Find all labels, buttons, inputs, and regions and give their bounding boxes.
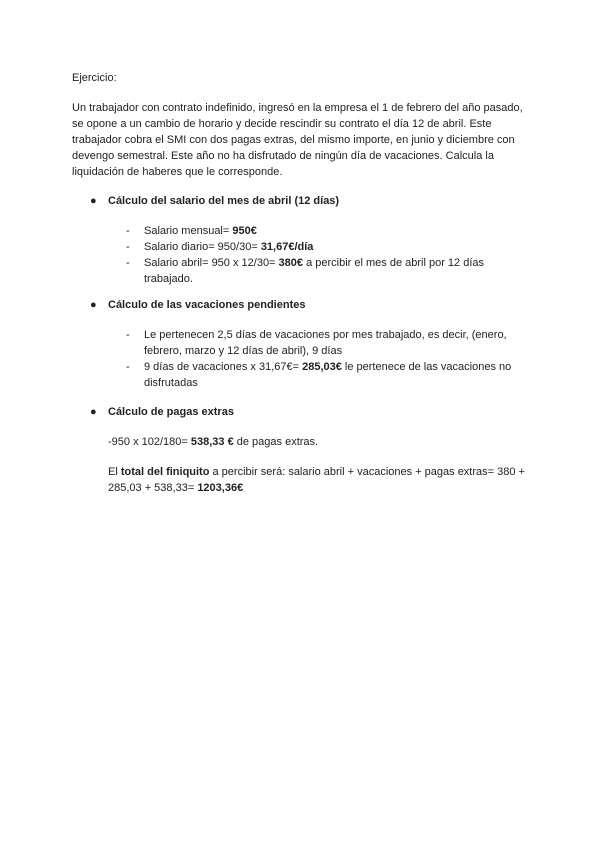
vacation-list <box>72 327 532 391</box>
section-salary <box>72 193 532 287</box>
section-vacation-title: ● Cálculo de las vacaciones pendientes <box>90 299 306 311</box>
dash-icon: - <box>126 225 130 237</box>
extra-pay-calculation: -950 x 102/180= 538,33 € de pagas extras. <box>108 436 319 448</box>
list-item: - Salario abril= 950 x 12/30= 380€ a percibir el mes de abril por 12 días trabajado. <box>126 257 485 285</box>
section-extra-pay <box>72 404 532 496</box>
list-item: - Salario mensual= 950€ <box>126 225 257 237</box>
dash-icon: - <box>126 329 130 341</box>
bullet-icon: ● <box>90 299 97 311</box>
dash-icon: - <box>126 241 130 253</box>
bullet-icon: ● <box>90 406 97 418</box>
list-item: - 9 días de vacaciones x 31,67€= 285,03€ le pertenece de las vacaciones no disfrutadas <box>126 361 512 389</box>
section-extra-pay-title: ● Cálculo de pagas extras <box>90 406 234 418</box>
exercise-heading: Ejercicio: <box>72 72 117 84</box>
settlement-total: El total del finiquito a percibir será: salario abril + vacaciones + pagas extras= 380 + 285,03 + 538,33= 1203,36€ <box>108 466 525 494</box>
list-item: - Le pertenecen 2,5 días de vacaciones por mes trabajado, es decir, (enero, febrero, marzo y 12 días de abril), 9 días <box>126 329 507 357</box>
salary-list <box>72 223 532 287</box>
bullet-icon: ● <box>90 195 97 207</box>
list-item: - Salario diario= 950/30= 31,67€/día <box>126 241 314 253</box>
section-salary-title: ● Cálculo del salario del mes de abril (12 días) <box>90 195 340 207</box>
section-vacation <box>72 297 532 391</box>
total-value: 1203,36€ <box>197 482 244 494</box>
dash-icon: - <box>126 361 130 373</box>
dash-icon: - <box>126 257 130 269</box>
exercise-statement: Un trabajador con contrato indefinido, ingresó en la empresa el 1 de febrero del año pasado, se opone a un cambio de horario y decide rescindir su contrato el día 12 de abril. Este trabajador cobra el SMI con dos pagas extras, del mismo importe, en junio y diciembre con devengo semestral. Este año no ha disfrutado de ningún día de vacaciones. Calcula la liquidación de haberes que le corresponde. <box>72 102 523 178</box>
